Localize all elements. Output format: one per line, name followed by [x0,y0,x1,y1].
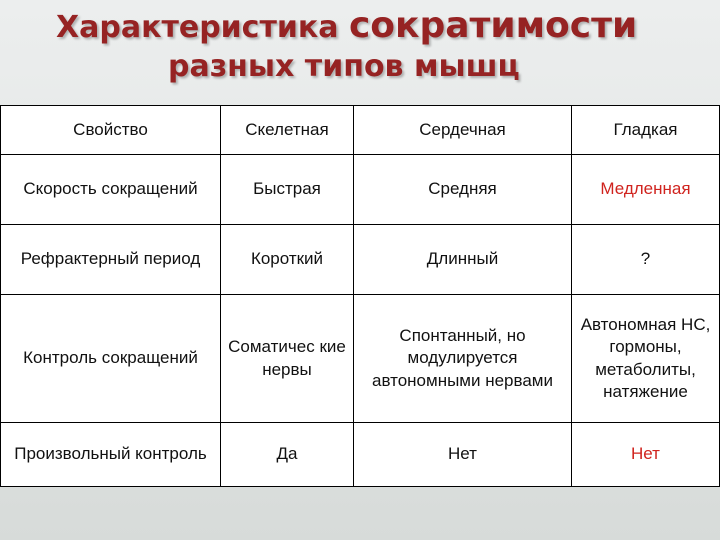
cell-cardiac: Средняя [354,155,572,225]
cell-cardiac: Спонтанный, но модулируется автономными нервами [354,295,572,423]
cell-cardiac: Нет [354,423,572,487]
cell-smooth: Нет [572,423,720,487]
row-property: Скорость сокращений [1,155,221,225]
table-row [1,225,720,295]
table-row [1,155,720,225]
row-property: Контроль сокращений [1,295,221,423]
cell-skeletal: Да [221,423,354,487]
header-smooth: Гладкая [572,106,720,155]
table-header-row [1,106,720,155]
cell-smooth: Медленная [572,155,720,225]
table-row [1,423,720,487]
row-property: Рефрактерный период [1,225,221,295]
title-line-2: разных типов мышц [168,49,520,84]
cell-skeletal: Короткий [221,225,354,295]
title-part-2: сократимости [348,5,638,46]
muscle-properties-table [0,105,720,487]
cell-skeletal: Соматичес кие нервы [221,295,354,423]
cell-smooth: ? [572,225,720,295]
row-property: Произвольный контроль [1,423,221,487]
cell-cardiac: Длинный [354,225,572,295]
title-part-1: Характеристика [56,10,349,45]
table-row [1,295,720,423]
properties-table-container [0,105,719,486]
cell-smooth: Автономная НС, гормоны, метаболиты, натяжение [572,295,720,423]
cell-skeletal: Быстрая [221,155,354,225]
header-property: Свойство [1,106,221,155]
header-cardiac: Сердечная [354,106,572,155]
title-line-1 [56,5,638,46]
header-skeletal: Скелетная [221,106,354,155]
